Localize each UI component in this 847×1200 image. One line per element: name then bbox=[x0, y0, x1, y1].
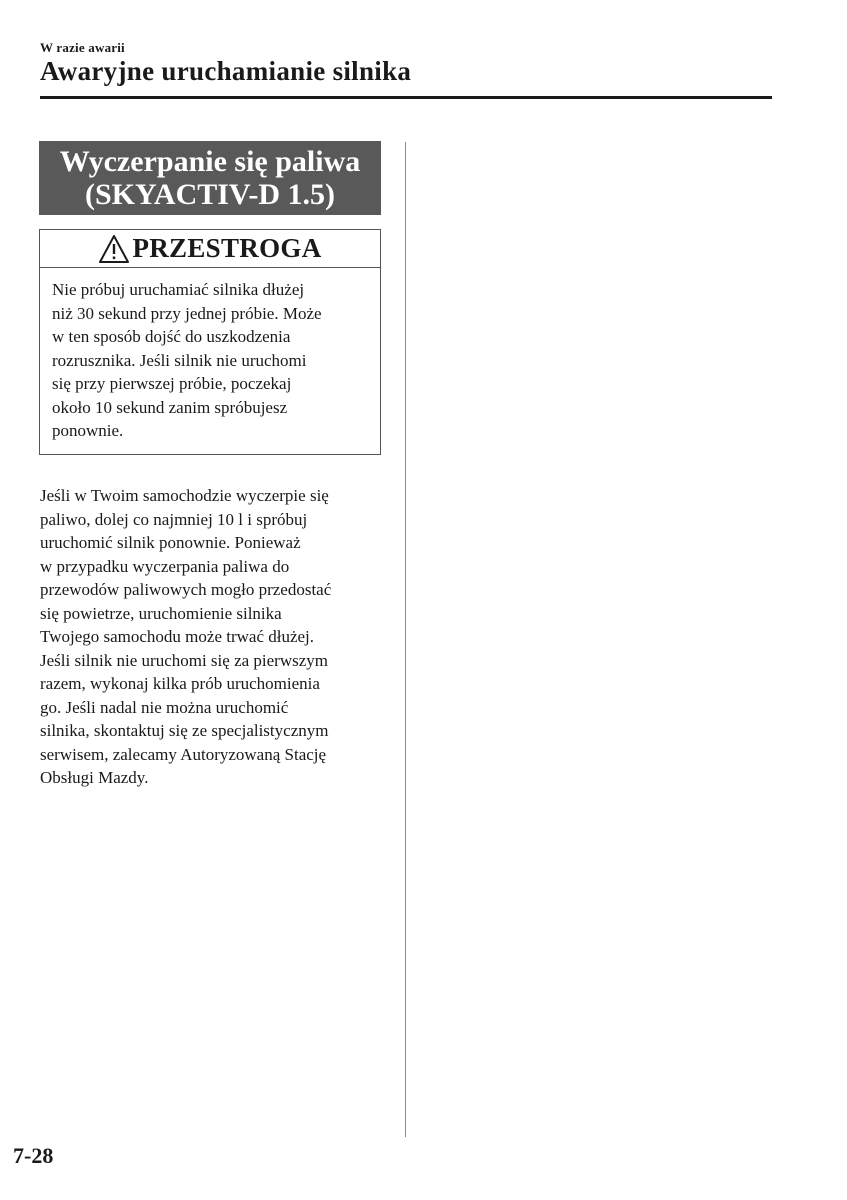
caution-line: Nie próbuj uruchamiać silnika dłużej bbox=[52, 280, 305, 299]
page-number: 7-28 bbox=[13, 1143, 54, 1168]
title-rule bbox=[40, 96, 772, 99]
caution-line: ponownie. bbox=[52, 421, 124, 440]
caution-text bbox=[40, 268, 380, 443]
body-line: paliwo, dolej co najmniej 10 l i spróbuj bbox=[40, 509, 308, 529]
body-line: go. Jeśli nadal nie można uruchomić bbox=[40, 697, 289, 717]
caution-line: w ten sposób dojść do uszkodzenia bbox=[52, 327, 291, 346]
body-line: przewodów paliwowych mogło przedostać bbox=[40, 580, 332, 599]
caution-header bbox=[40, 230, 380, 268]
body-line: Jeśli silnik nie uruchomi się za pierwszym bbox=[40, 650, 328, 670]
body-paragraph bbox=[40, 484, 390, 790]
body-line: serwisem, zalecamy Autoryzowaną Stację bbox=[40, 744, 327, 764]
page-title: Awaryjne uruchamianie silnika bbox=[40, 56, 412, 86]
section-heading-line-1: Wyczerpanie się paliwa bbox=[59, 145, 361, 178]
body-line: Obsługi Mazdy. bbox=[40, 768, 149, 787]
body-line: uruchomić silnik ponownie. Ponieważ bbox=[40, 533, 301, 552]
body-line: silnika, skontaktuj się ze specjalistycznym bbox=[40, 721, 329, 740]
body-line: razem, wykonaj kilka prób uruchomienia bbox=[40, 674, 320, 693]
section-heading-line-2: (SKYACTIV-D 1.5) bbox=[84, 178, 336, 211]
caution-label: PRZESTROGA bbox=[132, 233, 322, 263]
body-line: Twojego samochodu może trwać dłużej. bbox=[40, 627, 315, 646]
section-heading bbox=[39, 141, 381, 215]
column-divider bbox=[405, 142, 406, 1137]
caution-line: się przy pierwszej próbie, poczekaj bbox=[52, 374, 292, 393]
body-line: się powietrze, uruchomienie silnika bbox=[40, 603, 282, 623]
breadcrumb: W razie awarii bbox=[40, 40, 125, 55]
body-line: Jeśli w Twoim samochodzie wyczerpie się bbox=[40, 486, 329, 505]
caution-box bbox=[39, 229, 381, 455]
caution-line: około 10 sekund zanim spróbujesz bbox=[52, 397, 288, 417]
body-line: w przypadku wyczerpania paliwa do bbox=[40, 556, 290, 576]
caution-line: niż 30 sekund przy jednej próbie. Może bbox=[52, 303, 322, 323]
caution-line: rozrusznika. Jeśli silnik nie uruchomi bbox=[52, 350, 307, 370]
warning-triangle-icon bbox=[98, 234, 130, 264]
